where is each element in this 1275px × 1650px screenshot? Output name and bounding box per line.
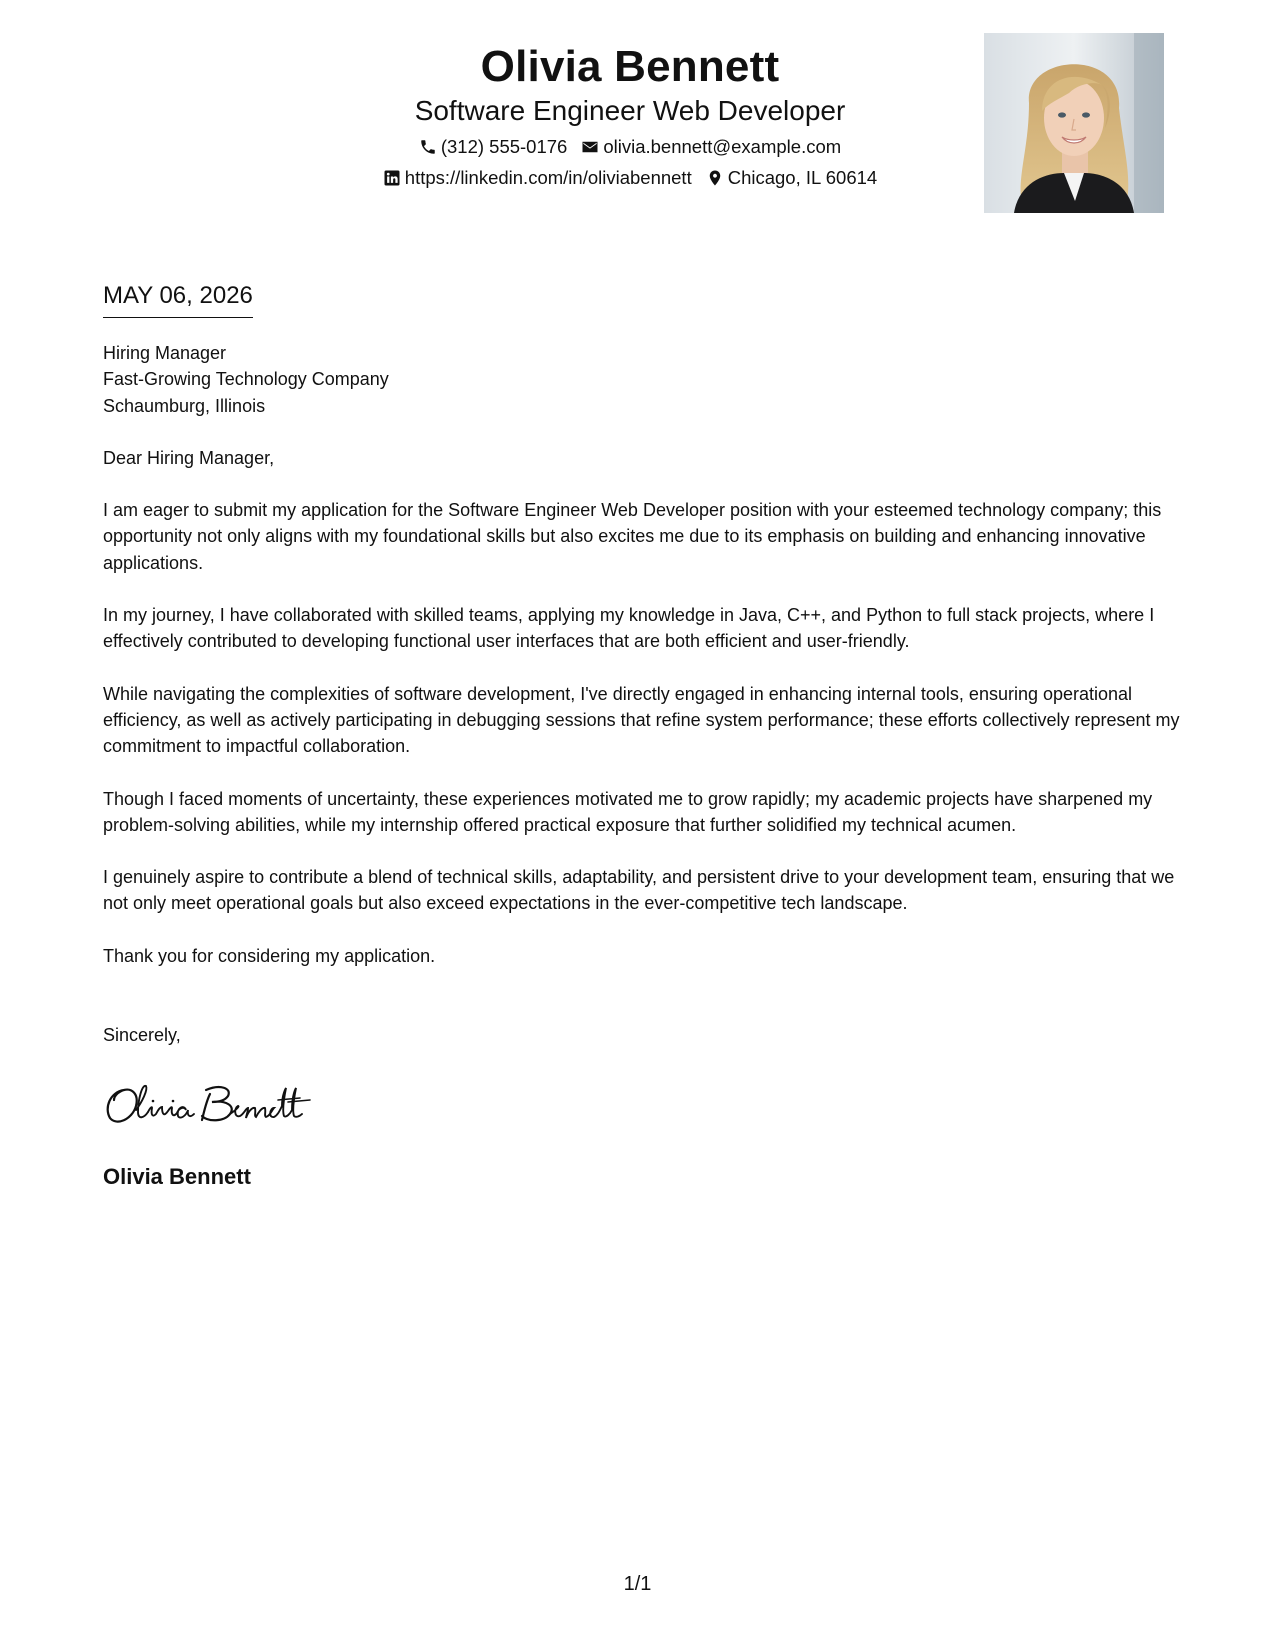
letter-date: MAY 06, 2026 bbox=[103, 280, 253, 318]
linkedin-text[interactable]: https://linkedin.com/in/oliviabennett bbox=[404, 167, 692, 188]
phone-icon bbox=[419, 138, 437, 156]
phone-contact bbox=[419, 135, 568, 159]
paragraph: I genuinely aspire to contribute a blend of technical skills, adaptability, and persistent drive to your development team, ensuring that we not only meet operational goals but also exceed expectations in the ever-competitive tech landscape. bbox=[103, 867, 1175, 914]
salutation: Dear Hiring Manager, bbox=[103, 447, 275, 468]
closing: Sincerely, bbox=[103, 1025, 181, 1046]
phone-text: (312) 555-0176 bbox=[440, 136, 568, 157]
letter-body bbox=[103, 340, 1183, 1048]
paragraph: In my journey, I have collaborated with skilled teams, applying my knowledge in Java, C++, and Python to full stack projects, where I effectively contributed to developing functional user interfaces that are both efficient and user-friendly. bbox=[103, 605, 1155, 652]
paragraph: Thank you for considering my application. bbox=[103, 945, 436, 966]
email-contact[interactable] bbox=[581, 135, 841, 159]
applicant-name: Olivia Bennett bbox=[480, 42, 780, 91]
email-text[interactable]: olivia.bennett@example.com bbox=[603, 136, 842, 157]
paragraph: While navigating the complexities of software development, I've directly engaged in enhancing internal tools, ensuring operational efficiency, as well as actively participating in debugging sessions that refine system performance; these efforts collectively represent my commitment to impactful collaboration. bbox=[103, 683, 1180, 757]
paragraph: Though I faced moments of uncertainty, these experiences motivated me to grow rapidly; my academic projects have sharpened my problem-solving abilities, while my internship offered practical exposure that further solidified my technical acumen. bbox=[103, 788, 1153, 835]
profile-photo bbox=[984, 33, 1164, 213]
linkedin-contact[interactable] bbox=[383, 166, 692, 190]
location-contact bbox=[706, 166, 877, 190]
recipient-title: Hiring Manager bbox=[103, 343, 227, 363]
recipient-company: Fast-Growing Technology Company bbox=[103, 369, 389, 390]
map-pin-icon bbox=[706, 169, 724, 187]
location-text: Chicago, IL 60614 bbox=[727, 167, 878, 188]
paragraph: I am eager to submit my application for the Software Engineer Web Developer position with your esteemed technology company; this opportunity not only aligns with my foundational skills but also excites me due to its emphasis on building and enhancing innovative applications. bbox=[103, 500, 1162, 573]
recipient-location: Schaumburg, Illinois bbox=[103, 395, 266, 416]
linkedin-icon bbox=[383, 169, 401, 187]
envelope-icon bbox=[581, 138, 599, 156]
job-title: Software Engineer Web Developer bbox=[414, 95, 846, 126]
page-number: 1/1 bbox=[623, 1573, 652, 1595]
signer-name: Olivia Bennett bbox=[103, 1164, 251, 1189]
recipient-block bbox=[103, 340, 1183, 419]
handwritten-signature bbox=[102, 1080, 332, 1130]
